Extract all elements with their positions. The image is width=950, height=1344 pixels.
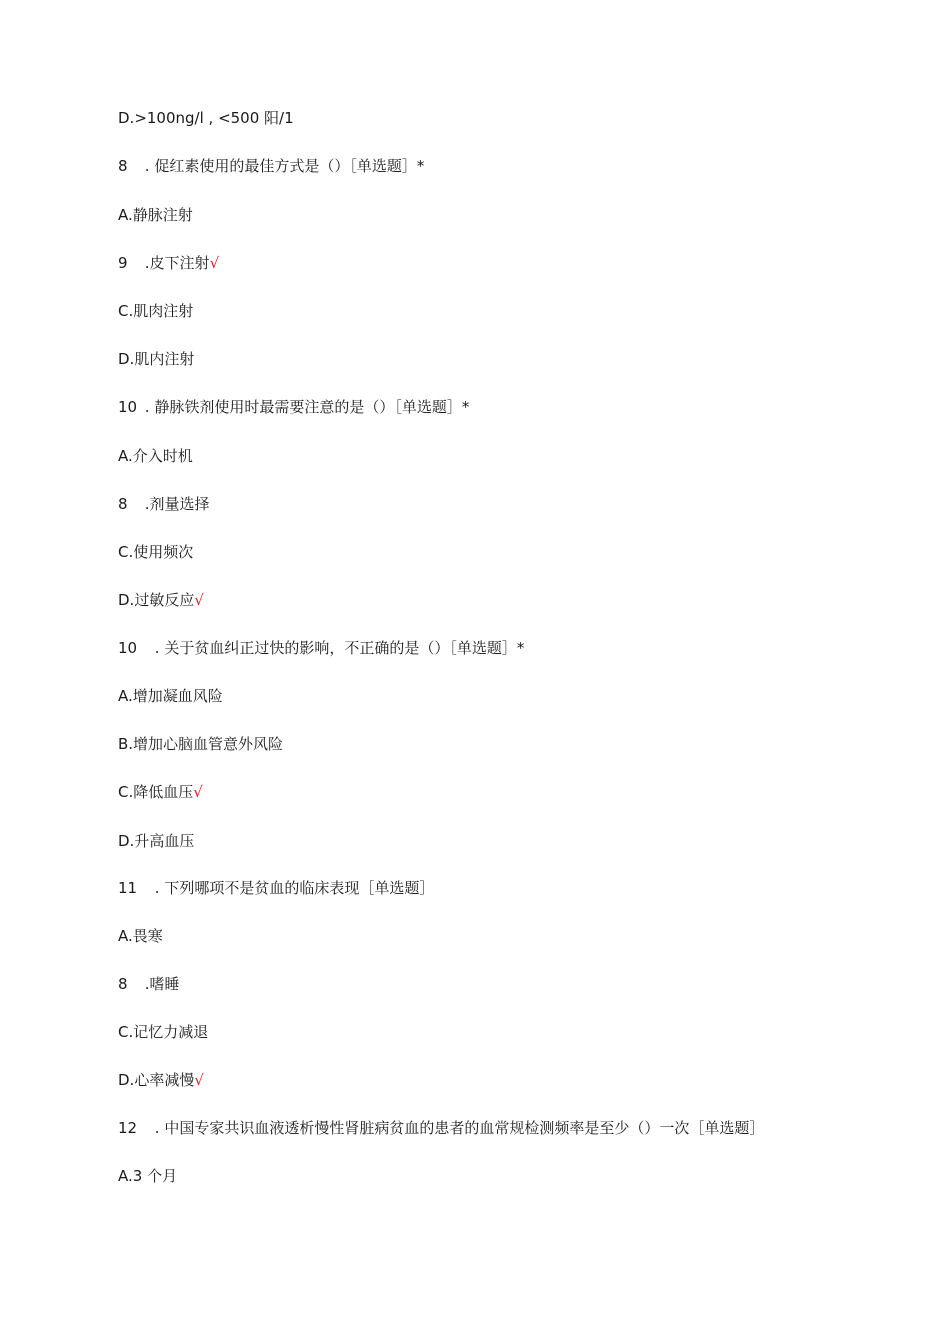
- option-text: C.降低血压: [118, 783, 194, 801]
- question-text: . 关于贫血纠正过快的影响，不正确的是（）［单选题］*: [154, 639, 525, 657]
- option-text: A.3 个月: [118, 1167, 178, 1185]
- option-text: .剂量选择: [144, 495, 210, 513]
- option-text: .皮下注射: [144, 254, 210, 272]
- question-12: [118, 1118, 764, 1138]
- question-10a-option-c: [118, 542, 193, 562]
- question-11-option-c: [118, 1022, 208, 1042]
- question-number: 10: [118, 398, 138, 416]
- question-10b-option-b: [118, 734, 283, 754]
- question-text: . 下列哪项不是贫血的临床表现［单选题］: [154, 879, 435, 897]
- question-10b-option-c: [118, 782, 203, 802]
- option-text: .嗜睡: [144, 975, 180, 993]
- question-11-option-b: [118, 974, 180, 994]
- option-text: C.记忆力减退: [118, 1023, 209, 1041]
- option-text: D.肌内注射: [118, 350, 195, 368]
- question-10b-option-a: [118, 686, 223, 706]
- option-text: D.过敏反应: [118, 591, 195, 609]
- question-number: 11: [118, 879, 138, 897]
- question-text: . 静脉铁剂使用时最需要注意的是（）［单选题］*: [144, 398, 470, 416]
- option-d-ferritin: [118, 108, 294, 128]
- question-10a: [118, 397, 469, 417]
- question-8-option-d: [118, 349, 194, 369]
- question-10a-option-b: [118, 494, 210, 514]
- question-12-option-a: [118, 1166, 177, 1186]
- question-8-option-b: [118, 253, 219, 273]
- question-11: [118, 878, 434, 898]
- question-10b: [118, 638, 524, 658]
- option-text: C.使用频次: [118, 543, 194, 561]
- correct-check-icon: √: [193, 783, 203, 801]
- question-number: 8: [118, 157, 128, 175]
- option-text: B.增加心脑血管意外风险: [118, 735, 284, 753]
- question-8-option-a: [118, 205, 193, 225]
- option-text: C.肌肉注射: [118, 302, 194, 320]
- option-text: D.升高血压: [118, 832, 195, 850]
- option-text: A.静脉注射: [118, 206, 193, 224]
- question-10a-option-a: [118, 446, 193, 466]
- correct-check-icon: √: [209, 254, 220, 272]
- option-text: A.畏寒: [118, 927, 163, 945]
- option-text: D.心率减慢: [118, 1071, 195, 1089]
- question-8-option-c: [118, 301, 193, 321]
- question-text: . 促红素使用的最佳方式是（）［单选题］*: [144, 157, 425, 175]
- line-text: D.>100ng/l , <500 阳/1: [118, 109, 294, 127]
- question-10a-option-d: [118, 590, 204, 610]
- option-number: 9: [118, 254, 128, 272]
- question-8: [118, 156, 424, 176]
- option-number: 8: [118, 975, 128, 993]
- question-number: 10: [118, 639, 138, 657]
- option-text: A.介入时机: [118, 447, 193, 465]
- correct-check-icon: √: [194, 591, 204, 609]
- option-number: 8: [118, 495, 128, 513]
- question-10b-option-d: [118, 831, 194, 851]
- question-text: . 中国专家共识血液透析慢性肾脏病贫血的患者的血常规检测频率是至少（）一次［单选题］: [154, 1119, 765, 1137]
- question-11-option-a: [118, 926, 163, 946]
- question-11-option-d: [118, 1070, 204, 1090]
- option-text: A.增加凝血风险: [118, 687, 223, 705]
- question-number: 12: [118, 1119, 138, 1137]
- correct-check-icon: √: [194, 1071, 204, 1089]
